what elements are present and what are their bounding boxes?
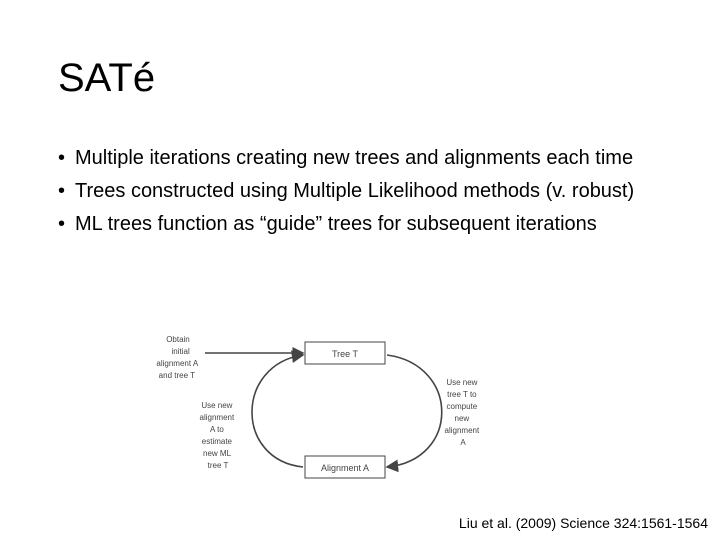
tree-box-label: Tree T (331, 349, 359, 359)
sate-cycle-diagram (140, 330, 500, 490)
bullet-glyph: • (58, 213, 66, 235)
bullet-list (58, 146, 678, 245)
compute-alignment-label: Use new tree T to compute new alignment A (444, 378, 480, 447)
bullet-text: ML trees function as “guide” trees for subsequent iterations (75, 213, 597, 235)
bullet-glyph: • (58, 180, 66, 202)
bullet-item (58, 179, 678, 204)
bullet-glyph: • (58, 147, 66, 169)
citation: Liu et al. (2009) Science 324:1561-1564 (458, 515, 708, 531)
bullet-text: Multiple iterations creating new trees and alignments each time (75, 147, 634, 169)
obtain-initial-label: Obtain initial alignment A and tree T (156, 335, 198, 380)
estimate-tree-label: Use new alignment A to estimate new ML tree T (199, 401, 235, 470)
right-cycle-arrow (387, 355, 442, 467)
bullet-text: Trees constructed using Multiple Likelihood methods (v. robust) (75, 180, 635, 202)
bullet-item (58, 146, 678, 171)
alignment-box-label: Alignment A (320, 463, 370, 473)
slide-title: SATé (58, 56, 156, 100)
left-cycle-arrow (252, 355, 303, 467)
bullet-item (58, 212, 678, 237)
